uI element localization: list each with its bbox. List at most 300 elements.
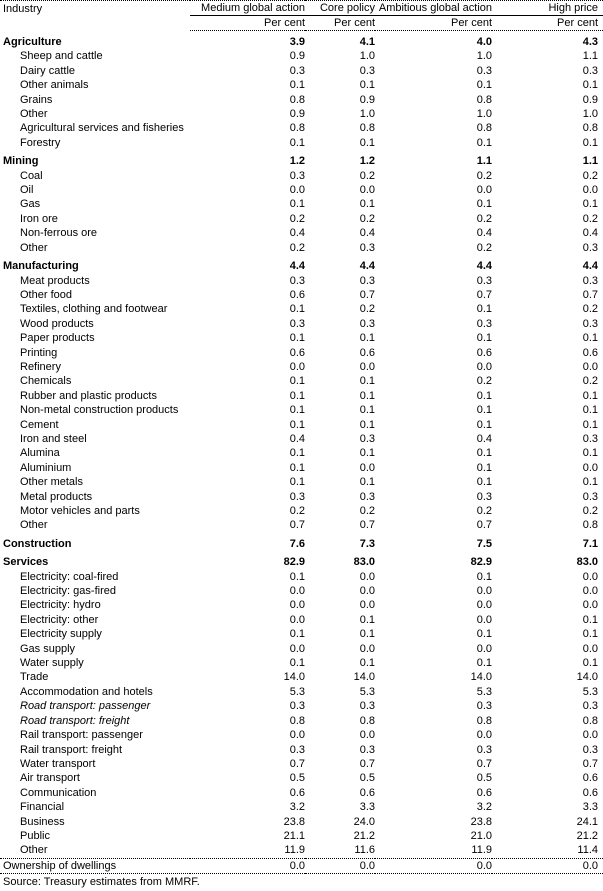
row-value: 0.0	[289, 613, 305, 626]
row-value: 0.1	[359, 389, 375, 402]
row-value: 1.0	[359, 108, 375, 121]
row-value: 0.3	[476, 490, 492, 503]
table-row	[0, 570, 603, 584]
row-value: 0.3	[476, 700, 492, 713]
table-row	[0, 136, 603, 150]
row-value: 3.3	[359, 801, 375, 814]
row-value: 0.3	[476, 317, 492, 330]
row-value: 0.1	[289, 198, 305, 211]
row-value: 0.8	[476, 93, 492, 106]
row-value: 0.2	[582, 303, 598, 316]
row-value: 0.1	[582, 613, 598, 626]
row-value: 5.3	[476, 685, 492, 698]
row-value: 0.3	[582, 64, 598, 77]
row-value: 0.0	[492, 858, 603, 873]
row-label: Air transport	[20, 772, 80, 785]
table-row	[0, 78, 603, 92]
table-row	[0, 107, 603, 121]
row-label: Other	[20, 844, 48, 857]
row-value: 0.0	[582, 599, 598, 612]
row-value: 0.0	[359, 360, 375, 373]
row-value: 11.4	[577, 844, 598, 857]
row-value: 0.7	[289, 757, 305, 770]
row-value: 82.9	[470, 556, 492, 569]
table-row	[0, 786, 603, 800]
row-value: 0.9	[359, 93, 375, 106]
table-row	[0, 241, 603, 255]
row-label: Non-ferrous ore	[20, 227, 98, 240]
table-row	[0, 843, 603, 858]
row-value: 0.3	[582, 743, 598, 756]
row-value: 0.3	[582, 241, 598, 254]
row-value: 0.7	[359, 757, 375, 770]
table-body	[0, 31, 603, 874]
col-header-industry: Industry	[3, 2, 43, 15]
row-value: 4.4	[289, 260, 305, 273]
row-value: 0.3	[582, 490, 598, 503]
row-value: 0.3	[582, 432, 598, 445]
table-row	[0, 317, 603, 331]
row-label: Metal products	[20, 490, 93, 503]
row-label: Sheep and cattle	[20, 50, 103, 63]
row-value: 0.0	[476, 599, 492, 612]
row-value: 0.5	[476, 772, 492, 785]
table-row	[0, 815, 603, 829]
row-value: 0.8	[289, 93, 305, 106]
row-value: 0.2	[359, 169, 375, 182]
row-value: 0.3	[582, 700, 598, 713]
row-label: Iron ore	[20, 212, 58, 225]
row-value: 0.3	[289, 169, 305, 182]
table-row	[0, 551, 603, 569]
row-label: Mining	[3, 155, 39, 168]
row-label: Road transport: passenger	[20, 700, 151, 713]
row-value: 0.1	[582, 332, 598, 345]
unit-row	[0, 16, 603, 31]
row-label: Rail transport: freight	[20, 743, 123, 756]
row-value: 0.1	[359, 628, 375, 641]
row-value: 0.9	[289, 108, 305, 121]
row-label: Gas	[20, 198, 41, 211]
row-label: Electricity: other	[20, 613, 99, 626]
row-value: 0.2	[582, 212, 598, 225]
unit-cell-per-cent: Per cent	[492, 16, 603, 31]
table-row	[0, 598, 603, 612]
row-value: 0.4	[476, 227, 492, 240]
row-label: Ownership of dwellings	[0, 858, 190, 873]
row-value: 0.0	[359, 585, 375, 598]
row-value: 0.1	[476, 332, 492, 345]
row-value: 0.1	[289, 389, 305, 402]
table-row	[0, 93, 603, 107]
row-value: 1.0	[476, 50, 492, 63]
table-row	[0, 302, 603, 316]
row-value: 0.0	[582, 729, 598, 742]
row-value: 0.6	[289, 786, 305, 799]
row-value: 21.2	[353, 829, 375, 842]
table-row	[0, 446, 603, 460]
row-label: Printing	[20, 346, 58, 359]
table-row	[0, 613, 603, 627]
row-value: 5.3	[289, 685, 305, 698]
table-row	[0, 461, 603, 475]
row-value: 0.8	[289, 714, 305, 727]
row-value: 0.1	[359, 136, 375, 149]
row-value: 0.6	[582, 772, 598, 785]
row-value: 5.3	[359, 685, 375, 698]
row-label: Aluminium	[20, 461, 72, 474]
row-value: 0.1	[359, 476, 375, 489]
row-value: 0.1	[582, 418, 598, 431]
row-value: 0.2	[359, 212, 375, 225]
table-row	[0, 699, 603, 713]
row-value: 0.1	[289, 136, 305, 149]
table-row	[0, 432, 603, 446]
row-value: 0.8	[582, 519, 598, 532]
row-label: Other	[20, 519, 48, 532]
row-label: Electricity: coal-fired	[20, 570, 119, 583]
row-value: 0.3	[476, 274, 492, 287]
row-value: 0.3	[582, 317, 598, 330]
table-row	[0, 627, 603, 641]
row-value: 0.3	[359, 241, 375, 254]
row-value: 0.3	[582, 274, 598, 287]
row-label: Chemicals	[20, 375, 72, 388]
row-value: 0.1	[476, 570, 492, 583]
row-label: Other	[20, 108, 48, 121]
row-value: 0.3	[359, 274, 375, 287]
row-value: 0.8	[359, 714, 375, 727]
col-header-medium-global-action: Medium global action	[190, 1, 305, 16]
row-value: 0.2	[582, 375, 598, 388]
row-value: 0.1	[582, 389, 598, 402]
row-label: Other animals	[20, 79, 89, 92]
row-value: 14.0	[470, 671, 492, 684]
row-value: 14.0	[353, 671, 375, 684]
row-value: 0.3	[359, 64, 375, 77]
row-label: Water transport	[20, 757, 96, 770]
row-value: 0.0	[190, 858, 305, 873]
table-row	[0, 714, 603, 728]
row-value: 23.8	[283, 815, 305, 828]
row-value: 14.0	[576, 671, 598, 684]
row-value: 0.4	[289, 227, 305, 240]
row-value: 0.1	[289, 657, 305, 670]
row-label: Trade	[20, 671, 49, 684]
table-row	[0, 403, 603, 417]
row-value: 0.0	[359, 461, 375, 474]
row-value: 0.0	[289, 585, 305, 598]
row-value: 0.1	[582, 404, 598, 417]
row-value: 0.0	[582, 585, 598, 598]
row-label: Accommodation and hotels	[20, 685, 153, 698]
table-row	[0, 288, 603, 302]
row-value: 0.6	[476, 346, 492, 359]
row-value: 21.0	[470, 829, 492, 842]
row-value: 0.0	[375, 858, 492, 873]
table-row	[0, 533, 603, 551]
row-value: 83.0	[576, 556, 598, 569]
row-value: 0.2	[476, 505, 492, 517]
row-value: 0.0	[305, 858, 375, 873]
row-label: Services	[3, 556, 49, 569]
row-value: 0.7	[359, 288, 375, 301]
row-label: Rubber and plastic products	[20, 389, 157, 402]
row-value: 0.7	[582, 757, 598, 770]
table-row	[0, 743, 603, 757]
row-value: 24.0	[353, 815, 375, 828]
table-row	[0, 49, 603, 63]
row-value: 7.5	[476, 537, 492, 550]
row-label: Public	[20, 829, 50, 842]
row-value: 0.1	[476, 418, 492, 431]
row-value: 0.1	[476, 461, 492, 474]
row-value: 0.0	[359, 729, 375, 742]
row-value: 4.1	[359, 36, 375, 48]
table-row	[0, 197, 603, 211]
row-label: Dairy cattle	[20, 64, 76, 77]
row-value: 4.4	[582, 260, 598, 273]
row-label: Other	[20, 241, 48, 254]
table-row	[0, 374, 603, 388]
table-row	[0, 800, 603, 814]
row-label: Financial	[20, 801, 65, 814]
table-header	[0, 1, 603, 31]
row-value: 21.1	[283, 829, 305, 842]
table-row	[0, 656, 603, 670]
col-header-core-policy: Core policy	[305, 1, 375, 16]
table-row	[0, 771, 603, 785]
row-label: Construction	[3, 537, 72, 550]
row-label: Refinery	[20, 360, 61, 373]
row-value: 0.1	[582, 628, 598, 641]
row-value: 1.1	[476, 155, 492, 168]
table-row	[0, 829, 603, 843]
row-value: 0.7	[359, 519, 375, 532]
row-label: Meat products	[20, 274, 90, 287]
row-value: 0.1	[359, 418, 375, 431]
row-value: 0.1	[476, 389, 492, 402]
row-label: Coal	[20, 169, 43, 182]
row-value: 0.7	[476, 288, 492, 301]
row-value: 0.1	[359, 79, 375, 92]
row-value: 0.1	[289, 628, 305, 641]
row-value: 23.8	[470, 815, 492, 828]
row-value: 0.3	[289, 274, 305, 287]
row-label: Rail transport: passenger	[20, 729, 143, 742]
row-value: 0.2	[289, 212, 305, 225]
col-header-high-price: High price	[492, 1, 603, 16]
row-value: 0.1	[582, 198, 598, 211]
row-value: 0.2	[289, 241, 305, 254]
row-label: Electricity supply	[20, 628, 102, 641]
row-value: 7.6	[289, 537, 305, 550]
row-value: 0.0	[476, 184, 492, 197]
row-value: 0.0	[476, 360, 492, 373]
row-value: 0.1	[582, 136, 598, 149]
row-value: 0.1	[359, 404, 375, 417]
row-label: Other metals	[20, 476, 83, 489]
row-value: 0.1	[359, 447, 375, 460]
row-value: 4.4	[476, 260, 492, 273]
table-row	[0, 685, 603, 699]
row-value: 0.3	[476, 64, 492, 77]
row-label: Electricity: hydro	[20, 599, 101, 612]
row-value: 0.6	[289, 288, 305, 301]
row-label: Agriculture	[3, 36, 62, 48]
table-row	[0, 274, 603, 288]
row-label: Grains	[20, 93, 53, 106]
row-value: 1.1	[582, 155, 598, 168]
row-value: 1.2	[359, 155, 375, 168]
row-value: 0.9	[289, 50, 305, 63]
table-row	[0, 584, 603, 598]
table-row	[0, 504, 603, 518]
header-row	[0, 1, 603, 16]
row-value: 0.1	[289, 476, 305, 489]
row-value: 0.2	[476, 169, 492, 182]
row-label: Road transport: freight	[20, 714, 130, 727]
table-row	[0, 226, 603, 240]
row-value: 0.2	[476, 375, 492, 388]
table-row	[0, 255, 603, 273]
row-label: Paper products	[20, 332, 95, 345]
row-value: 0.6	[476, 786, 492, 799]
table-row	[0, 121, 603, 135]
row-value: 0.1	[359, 375, 375, 388]
row-value: 0.1	[289, 303, 305, 316]
row-value: 0.5	[359, 772, 375, 785]
row-value: 0.3	[359, 432, 375, 445]
row-value: 7.3	[359, 537, 375, 550]
row-label: Manufacturing	[3, 260, 79, 273]
table-row	[0, 150, 603, 168]
row-value: 0.0	[582, 360, 598, 373]
row-value: 1.0	[476, 108, 492, 121]
row-value: 0.6	[289, 346, 305, 359]
row-value: 0.2	[476, 212, 492, 225]
row-value: 1.0	[359, 50, 375, 63]
table-row	[0, 346, 603, 360]
table-row	[0, 418, 603, 432]
row-label: Textiles, clothing and footwear	[20, 303, 168, 316]
row-value: 0.0	[289, 729, 305, 742]
row-value: 0.1	[476, 476, 492, 489]
row-value: 0.0	[289, 599, 305, 612]
row-value: 0.0	[476, 729, 492, 742]
row-label: Communication	[20, 786, 97, 799]
row-value: 11.6	[354, 844, 375, 857]
row-value: 0.1	[359, 332, 375, 345]
row-value: 0.0	[289, 184, 305, 197]
row-value: 0.6	[582, 786, 598, 799]
row-value: 0.2	[582, 505, 598, 517]
row-value: 1.2	[289, 155, 305, 168]
row-value: 0.7	[582, 288, 598, 301]
row-value: 0.0	[289, 642, 305, 655]
row-value: 0.1	[289, 570, 305, 583]
row-label: Business	[20, 815, 65, 828]
row-value: 0.3	[359, 743, 375, 756]
row-value: 0.0	[359, 599, 375, 612]
row-value: 3.9	[289, 36, 305, 48]
row-value: 0.3	[289, 743, 305, 756]
row-value: 0.0	[476, 585, 492, 598]
row-value: 0.1	[582, 79, 598, 92]
row-value: 0.1	[359, 613, 375, 626]
row-value: 0.7	[476, 519, 492, 532]
row-value: 0.2	[359, 303, 375, 316]
row-value: 4.0	[476, 36, 492, 48]
row-value: 0.9	[582, 93, 598, 106]
row-label: Gas supply	[20, 642, 76, 655]
row-value: 0.2	[476, 241, 492, 254]
row-value: 11.9	[471, 844, 492, 857]
row-value: 0.1	[359, 657, 375, 670]
row-value: 0.8	[582, 714, 598, 727]
table-row	[0, 490, 603, 504]
row-value: 0.3	[289, 490, 305, 503]
source-note: Source: Treasury estimates from MMRF.	[3, 876, 200, 889]
row-value: 0.8	[476, 714, 492, 727]
table-row	[0, 728, 603, 742]
row-label: Other food	[20, 288, 72, 301]
row-value: 7.1	[582, 537, 598, 550]
row-value: 0.1	[582, 476, 598, 489]
row-label: Alumina	[20, 447, 60, 460]
row-value: 0.1	[582, 657, 598, 670]
row-value: 0.1	[476, 447, 492, 460]
row-value: 0.0	[359, 570, 375, 583]
row-value: 0.0	[289, 360, 305, 373]
row-value: 4.4	[359, 260, 375, 273]
row-label: Motor vehicles and parts	[20, 505, 140, 517]
row-label: Electricity: gas-fired	[20, 585, 116, 598]
row-value: 0.2	[582, 169, 598, 182]
table-row	[0, 642, 603, 656]
row-value: 14.0	[283, 671, 305, 684]
table-row	[0, 475, 603, 489]
row-label: Oil	[20, 184, 34, 197]
table-row	[0, 212, 603, 226]
table-row	[0, 858, 603, 873]
row-value: 0.3	[359, 700, 375, 713]
row-label: Water supply	[20, 657, 84, 670]
row-value: 4.3	[582, 36, 598, 48]
row-value: 3.3	[582, 801, 598, 814]
row-value: 0.6	[582, 346, 598, 359]
row-value: 24.1	[576, 815, 598, 828]
row-value: 0.0	[582, 570, 598, 583]
row-value: 0.8	[359, 122, 375, 135]
row-label: Forestry	[20, 136, 61, 149]
unit-cell-per-cent: Per cent	[190, 16, 305, 31]
row-value: 83.0	[353, 556, 375, 569]
row-value: 0.0	[476, 613, 492, 626]
row-value: 0.3	[476, 743, 492, 756]
row-value: 0.8	[582, 122, 598, 135]
unit-cell-per-cent: Per cent	[375, 16, 492, 31]
row-value: 0.4	[289, 432, 305, 445]
row-value: 1.0	[582, 108, 598, 121]
row-value: 0.3	[359, 490, 375, 503]
table-row	[0, 360, 603, 374]
row-value: 0.4	[582, 227, 598, 240]
row-value: 0.0	[359, 642, 375, 655]
table-row	[0, 183, 603, 197]
row-value: 0.0	[359, 184, 375, 197]
row-value: 0.1	[476, 404, 492, 417]
